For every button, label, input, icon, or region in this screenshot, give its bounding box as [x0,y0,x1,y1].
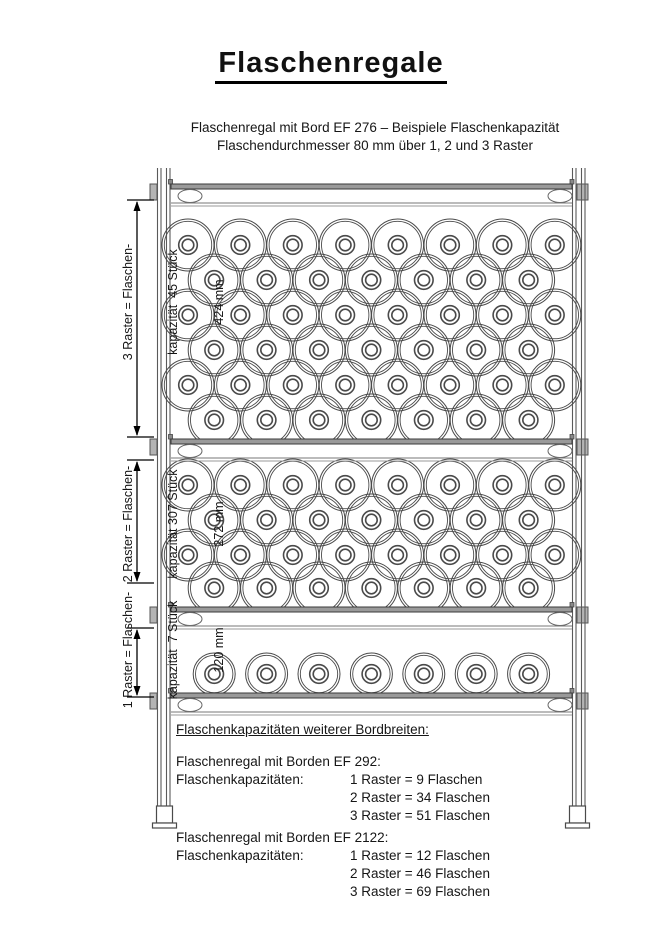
bottle [424,359,476,411]
bottle [293,324,345,376]
bottle [319,529,371,581]
bottle [298,653,340,695]
bottle [476,459,528,511]
bottle [345,394,397,446]
bottle [372,529,424,581]
rack-foot [153,806,177,828]
bottle [398,324,450,376]
bottle [424,459,476,511]
capacity-value-1-raster: 1 Raster = 9 Flaschen [350,772,483,787]
bottle [503,494,555,546]
dimension-label-line2: kapazität 307 Stück [166,469,180,579]
capacity-value-3-raster: 3 Raster = 51 Flaschen [350,808,490,823]
bottle [293,254,345,306]
capacity-values [350,847,490,901]
bottle [508,653,550,695]
bottle [398,562,450,614]
capacity-value-3-raster: 3 Raster = 69 Flaschen [350,884,490,899]
bottle [503,394,555,446]
capacity-block-ef292 [176,753,490,825]
capacity-row [176,771,490,825]
capacity-value-2-raster: 2 Raster = 46 Flaschen [350,866,490,881]
shelf-bracket [577,693,588,709]
rack-foot [566,806,590,828]
bottle [345,562,397,614]
bottle [503,324,555,376]
bottle [476,529,528,581]
bottle [372,359,424,411]
bottle [450,562,502,614]
bottle [319,459,371,511]
bottle [398,494,450,546]
bottle [450,394,502,446]
shelf-bracket [577,607,588,623]
bottle [503,254,555,306]
dimension-label-line1: 1 Raster = Flaschen- [121,591,135,709]
bottle [350,653,392,695]
shelf-pin [570,603,574,608]
capacity-row-label: Flaschenkapazitäten: [176,848,304,863]
capacity-notes-heading: Flaschenkapazitäten weiterer Bordbreiten: [176,722,429,737]
shelf-endcap [548,445,572,458]
capacity-block-ef2122 [176,829,490,901]
dimension-value: 272 mm [212,501,226,547]
capacity-block-title: Flaschenregal mit Borden EF 2122: [176,830,389,845]
bottle [424,529,476,581]
shelf-endcap [548,699,572,712]
shelf-endcap [548,613,572,626]
bottle [476,359,528,411]
capacity-row [176,847,490,901]
bottle [293,394,345,446]
capacity-value-2-raster: 2 Raster = 34 Flaschen [350,790,490,805]
shelf-bracket [577,439,588,455]
bottle [398,254,450,306]
dimension-value: 424 mm [212,279,226,325]
bottle [450,494,502,546]
bottle [345,254,397,306]
bottle [267,289,319,341]
bottle [398,394,450,446]
bottle [424,219,476,271]
bottle [267,529,319,581]
bottle [424,289,476,341]
bottle [476,289,528,341]
subtitle-line-1: Flaschenregal mit Bord EF 276 – Beispiele Flaschenkapazität [190,120,560,135]
bottle [345,494,397,546]
shelf-pin [570,180,574,185]
dimension-label-line2: kapazität 7 Stück [166,600,180,700]
dimension-value: 120 mm [212,627,226,673]
page-title: Flaschenregale [215,47,446,84]
capacity-row-label: Flaschenkapazitäten: [176,772,304,787]
bottle [267,359,319,411]
bottle [319,359,371,411]
bottle [293,562,345,614]
subtitle-line-2: Flaschendurchmesser 80 mm über 1, 2 und 3 Raster [217,138,533,153]
capacity-value-1-raster: 1 Raster = 12 Flaschen [350,848,490,863]
bottle [372,289,424,341]
dimension-label-line1: 3 Raster = Flaschen- [121,243,135,361]
shelf-pin [570,435,574,440]
bottle [319,289,371,341]
bottle [372,219,424,271]
bottle [267,459,319,511]
capacity-block-title: Flaschenregal mit Borden EF 292: [176,754,381,769]
dimension-label-line2: kapazität 45 Stück [166,249,180,355]
capacity-notes [176,721,490,901]
bottle [476,219,528,271]
shelf-pin [570,689,574,694]
shelf-bracket [577,184,588,200]
bottle [267,219,319,271]
bottle [372,459,424,511]
capacity-values [350,771,490,825]
bottle [450,324,502,376]
bottle [319,219,371,271]
bottle [503,562,555,614]
bottle [455,653,497,695]
bottle [450,254,502,306]
dimension-label-3-raster [91,172,226,432]
bottle [345,324,397,376]
bottle [293,494,345,546]
bottle [403,653,445,695]
shelf-endcap [548,190,572,203]
dimension-label-line1: 2 Raster = Flaschen- [121,465,135,583]
